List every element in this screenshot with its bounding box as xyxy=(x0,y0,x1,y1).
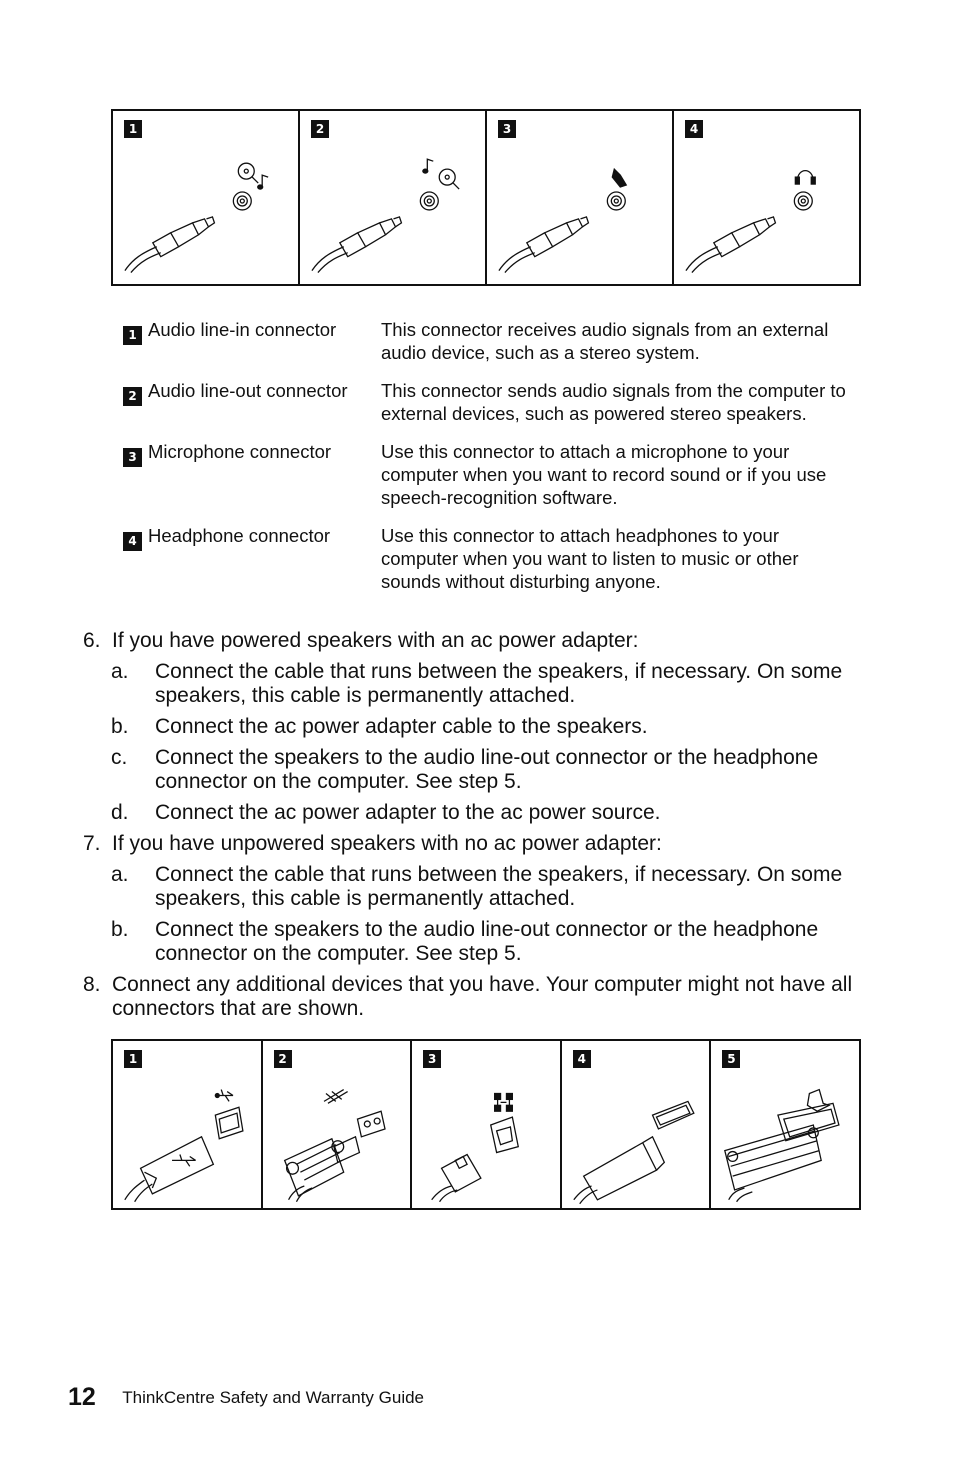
substep xyxy=(78,863,868,911)
connector-row xyxy=(123,440,858,509)
substep xyxy=(78,801,868,825)
step-8 xyxy=(78,973,868,1021)
substep xyxy=(78,715,868,739)
substep-letter: b. xyxy=(111,715,129,738)
callout-badge: 1 xyxy=(124,120,142,138)
page-footer xyxy=(68,1383,424,1412)
substep-text: Connect the ac power adapter to the ac power source. xyxy=(155,801,661,824)
connector-term: Audio line-in connector xyxy=(148,319,337,340)
audio-connectors-figure xyxy=(111,109,861,286)
connector-term: Headphone connector xyxy=(148,525,331,546)
audio-line-in-icon xyxy=(113,111,298,284)
step-number: 6. xyxy=(83,629,101,652)
substep-text: Connect the cable that runs between the speakers, if necessary. On some speakers, this cable is permanently attached. xyxy=(155,863,843,910)
figure-panel-ethernet xyxy=(412,1041,562,1208)
substep-text: Connect the speakers to the audio line-out connector or the headphone connector on the computer. See step 5. xyxy=(155,746,819,793)
substep xyxy=(78,746,868,794)
callout-badge: 5 xyxy=(722,1050,740,1068)
substep xyxy=(78,918,868,966)
page-number: 12 xyxy=(68,1383,96,1411)
figure-panel-parallel xyxy=(711,1041,859,1208)
figure-panel-usb xyxy=(113,1041,263,1208)
connector-description: This connector receives audio signals from an external audio device, such as a stereo system. xyxy=(381,319,829,363)
substep-text: Connect the cable that runs between the speakers, if necessary. On some speakers, this cable is permanently attached. xyxy=(155,660,843,707)
substep-text: Connect the speakers to the audio line-out connector or the headphone connector on the computer. See step 5. xyxy=(155,918,819,965)
connector-term: Microphone connector xyxy=(148,441,332,462)
figure-panel-microphone xyxy=(487,111,674,284)
connector-description: This connector sends audio signals from the computer to external devices, such as powered stereo speakers. xyxy=(381,380,846,424)
display-port-icon xyxy=(562,1041,710,1208)
callout-badge: 2 xyxy=(123,387,142,406)
instruction-steps xyxy=(78,629,868,1028)
figure-panel-audio-line-in xyxy=(113,111,300,284)
connector-row xyxy=(123,379,858,425)
connector-description: Use this connector to attach headphones to your computer when you want to listen to music or other sounds without disturbing anyone. xyxy=(381,525,799,592)
step-number: 7. xyxy=(83,832,101,855)
callout-badge: 4 xyxy=(685,120,703,138)
substep-letter: d. xyxy=(111,801,129,824)
step-6 xyxy=(78,629,868,653)
step-number: 8. xyxy=(83,973,101,996)
callout-badge: 3 xyxy=(498,120,516,138)
step-text: Connect any additional devices that you have. Your computer might not have all connectors that are shown. xyxy=(112,973,853,1020)
audio-line-out-icon xyxy=(300,111,485,284)
step-text: If you have powered speakers with an ac power adapter: xyxy=(112,629,639,652)
step-7 xyxy=(78,832,868,856)
ethernet-icon xyxy=(412,1041,560,1208)
callout-badge: 1 xyxy=(124,1050,142,1068)
substep-text: Connect the ac power adapter cable to the speakers. xyxy=(155,715,648,738)
figure-panel-audio-line-out xyxy=(300,111,487,284)
callout-badge: 3 xyxy=(123,448,142,467)
substep-letter: a. xyxy=(111,863,129,886)
connector-description: Use this connector to attach a microphone to your computer when you want to record sound or if you use speech-recognition software. xyxy=(381,441,827,508)
connector-descriptions xyxy=(123,318,858,608)
callout-badge: 4 xyxy=(123,532,142,551)
substep-letter: c. xyxy=(111,746,128,769)
serial-port-icon xyxy=(263,1041,411,1208)
callout-badge: 1 xyxy=(123,326,142,345)
parallel-port-icon xyxy=(711,1041,859,1208)
figure-panel-serial xyxy=(263,1041,413,1208)
connector-row xyxy=(123,524,858,593)
connector-term: Audio line-out connector xyxy=(148,380,348,401)
document-title: ThinkCentre Safety and Warranty Guide xyxy=(122,1387,424,1407)
callout-badge: 2 xyxy=(311,120,329,138)
usb-icon xyxy=(113,1041,261,1208)
figure-panel-display xyxy=(562,1041,712,1208)
substep xyxy=(78,660,868,708)
microphone-icon xyxy=(487,111,672,284)
callout-badge: 4 xyxy=(573,1050,591,1068)
callout-badge: 3 xyxy=(423,1050,441,1068)
callout-badge: 2 xyxy=(274,1050,292,1068)
headphone-icon xyxy=(674,111,859,284)
figure-panel-headphone xyxy=(674,111,859,284)
substep-letter: b. xyxy=(111,918,129,941)
substep-letter: a. xyxy=(111,660,129,683)
additional-connectors-figure xyxy=(111,1039,861,1210)
step-text: If you have unpowered speakers with no ac power adapter: xyxy=(112,832,662,855)
connector-row xyxy=(123,318,858,364)
